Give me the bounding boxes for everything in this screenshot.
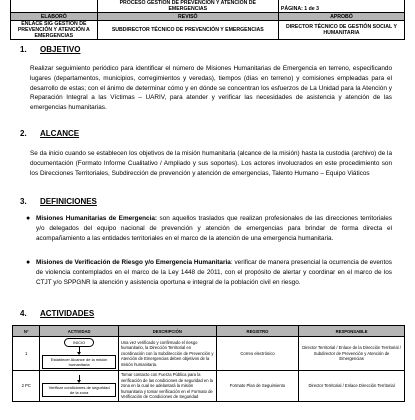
definition-item [26,214,392,243]
table-header-row [13,326,405,337]
logo-cell [11,0,98,13]
bullet-icon: ● [26,215,31,222]
process-title-line2: EMERGENCIAS [168,6,208,12]
definition-text: : verificar de manera presencial la ocurrencia de eventos de violencia contemplados en el marco de la Ley 1448 de 2011, con el propósito de alertar y coordinar en el marco de los CTJT y/o SPPGNR la atención y asistencia oportuna e integral de la población civil en riesgo. [36,259,392,286]
row-number: 1 [13,337,40,371]
section-objetivo-heading [20,45,80,54]
row-number: 2 PC [13,371,40,402]
flowchart-cell [40,337,118,371]
column-header: REGISTRO [216,326,298,337]
aprobo-name: DIRECTOR TÉCNICO DE GESTIÓN SOCIAL Y HUMANITARIA [278,21,404,40]
flowchart-cell [40,371,118,402]
section-title: OBJETIVO [40,45,81,54]
definition-term: Misiones Humanitarias de Emergencia: [36,215,158,222]
responsable-cell: Director Territorial / Enlace de la Dirección Territorial / Subdirector de Prevención y Atención de Emergencias [299,337,405,371]
registro-cell: Correo electrónico [216,337,298,371]
section-actividades-heading [20,309,94,318]
column-header: N° [13,326,40,337]
definition-term: Misiones de Verificación de Riesgo y/o Emergencia Humanitaria [36,259,231,266]
reviso-label: REVISÓ [97,13,278,21]
section-title: ALCANCE [40,129,80,138]
aprobo-label: APROBÓ [278,13,404,21]
section-number: 1. [20,45,27,54]
section-definiciones-heading [20,197,97,206]
description-cell: Tomar contacto con Fuerza Pública para la verificación de las condiciones de seguridad en la zona en la cual se adelantará la misión humanitaria y tomar verificación en el Formato de Verificación de Condiciones de Seguridad [118,371,216,402]
elaboro-label: ELABORÓ [11,13,98,21]
responsable-cell: Director Territorial / Enlace Dirección Territorial [299,371,405,402]
section-title: DEFINICIONES [40,197,97,206]
description-cell: Una vez verificado y confirmado el riesgo humanitario, la Dirección Territorial en coordinación con la Subdirección de Prevención y Atención de Emergencias deben objetivos de la misión humanitaria. [118,337,216,371]
process-title [97,0,278,13]
section-alcance-heading [20,129,79,138]
table-row [13,337,405,371]
activities-table [12,325,405,402]
objetivo-paragraph: Realizar seguimiento periódico para identificar el número de Misiones Humanitarias de Emergencia en terreno, especificando lugares (departamentos, municipios, corregimientos y veredas), tiempos (días en terreno) y comisiones empleadas para el desarrollo de estas; con el ánimo de determinar cómo y en dónde se concentran los esfuerzos de La Unidad para la Atención y Reparación Integral a las Víctimas – UARIV, para atender y verificar las necesidades de asistencia y atención de las emergencias humanitarias. [30,65,392,112]
reviso-name: SUBDIRECTOR TÉCNICO DE PREVENCIÓN Y EMERGENCIAS [97,21,278,40]
process-title-line1: PROCESO GESTIÓN DE PREVENCIÓN Y ATENCIÓN DE [119,0,256,6]
page-number: PÁGINA: 1 de 3 [278,0,404,13]
column-header: ACTIVIDAD [40,326,118,337]
definition-item [26,258,392,287]
section-number: 4. [20,309,27,318]
section-title: ACTIVIDADES [40,309,95,318]
column-header: DESCRIPCIÓN [118,326,216,337]
section-number: 3. [20,197,27,206]
elaboro-name: ENLACE SIG GESTIÓN DE PREVENCIÓN Y ATENCIÓN A EMERGENCIAS [11,21,98,40]
bullet-icon: ● [26,259,31,266]
definition-text: son aquellos traslados que realizan profesionales de las direcciones territoriales y/o delegados del equipo nacional de prevención y atención de emergencias para brindar de forma directa el acompañamiento a las entidades territoriales en el marco de la atención de una emergencia humanitaria. [36,215,392,242]
flowchart-activity-box: Verificar condiciones de seguridad de la zona [42,383,115,397]
table-row [13,371,405,402]
section-number: 2. [20,129,27,138]
flowchart-start-terminal: INICIO [64,338,94,347]
alcance-paragraph: Se da inicio cuando se establecen los objetivos de la misión humanitaria (alcance de la misión) hasta la custodia (archivo) de la documentación (Formato Informe Cualitativo / Ampliado y sus soportes). Los actores involucrados en este procedimiento son los Direcciones Territoriales, Subdirección de prevención y atención de emergencias, Talento Humano – Equipo Viáticos [30,150,392,177]
registro-cell: Formato Plan de Seguimiento [216,371,298,402]
document-header [10,0,405,40]
column-header: RESPONSABLE [299,326,405,337]
flowchart-activity-box: Establecer Alcance de la misión humanitaria [42,355,115,369]
